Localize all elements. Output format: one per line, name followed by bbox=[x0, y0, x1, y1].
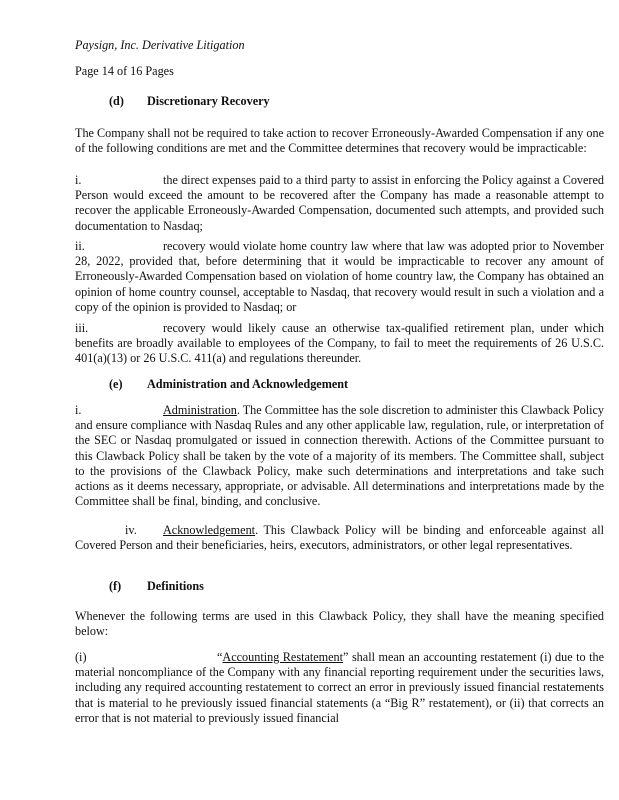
section-d-item-ii-marker: ii. bbox=[75, 239, 85, 253]
section-f-item-i-text: ” shall mean an accounting restatement (i) due to the material noncompliance of the Company with any financial reporting requirement under the securities laws, including any required accounting restatement to correct an error in previously issued financial restatements that is material to he previously issued financial statements (a “Big R” restatement), or (ii) that corrects an error that is not material to previously issued financial bbox=[75, 650, 604, 725]
section-d-item-i-text: the direct expenses paid to a third party to assist in enforcing the Policy against a Covered Person would exceed the amount to be recovered after the Company has made a reasonable attempt to recover the applicable Erroneously-Awarded Compensation, documented such attempts, and provided such documentation to Nasdaq; bbox=[75, 173, 604, 233]
section-d-item-ii-text: recovery would violate home country law where that law was adopted prior to November 28, 2022, provided that, before determining that it would be impracticable to recover any amount of Erroneously-Awarded Compensation based on violation of home country law, the Company has obtained an opinion of home country counsel, acceptable to Nasdaq, that recovery would result in such a violation and a copy of the opinion is provided to Nasdaq; or bbox=[75, 239, 604, 314]
section-f-intro: Whenever the following terms are used in this Clawback Policy, they shall have the meaning specified below: bbox=[75, 609, 604, 639]
page-number: Page 14 of 16 Pages bbox=[75, 64, 174, 78]
section-f-heading bbox=[109, 579, 619, 594]
document-header-title: Paysign, Inc. Derivative Litigation bbox=[75, 38, 245, 52]
section-f-label: (f) bbox=[109, 579, 122, 593]
section-e-item-i-text: . The Committee has the sole discretion to administer this Clawback Policy and ensure compliance with Nasdaq Rules and any other applicable law, regulation, rule, or interpretation of the SEC or Nasdaq promulgated or issued in connection therewith. Actions of the Committee pursuant to this Clawback Policy shall be taken by the vote of a majority of its members. The Committee shall, subject to the provisions of the Clawback Policy, make such determinations and interpretations and take such actions as it deems necessary, appropriate, or advisable. All determinations and interpretations made by the Committee shall be final, binding, and conclusive. bbox=[75, 403, 604, 509]
section-f-item-i bbox=[75, 650, 604, 726]
section-d-item-iii-marker: iii. bbox=[75, 321, 89, 335]
section-e-item-iv bbox=[75, 523, 604, 553]
section-f-item-i-term: Accounting Restatement bbox=[222, 650, 344, 664]
section-d-intro: The Company shall not be required to take action to recover Erroneously-Awarded Compensation if any one of the following conditions are met and the Committee determines that recovery would be impracticable: bbox=[75, 126, 604, 156]
section-f-item-i-marker: (i) bbox=[75, 650, 87, 664]
section-e-item-iv-term: Acknowledgement bbox=[163, 523, 256, 537]
section-e-item-i bbox=[75, 403, 604, 509]
section-e-item-iv-text: . This Clawback Policy will be binding and enforceable against all Covered Person and their beneficiaries, heirs, executors, administrators, or other legal representatives. bbox=[75, 523, 604, 553]
section-d-item-i bbox=[75, 173, 604, 234]
section-e-item-i-term: Administration bbox=[163, 403, 237, 417]
section-d-item-ii bbox=[75, 239, 604, 315]
section-d-label: (d) bbox=[109, 94, 124, 108]
section-e-item-iv-marker: iv. bbox=[125, 523, 137, 537]
section-d-item-iii bbox=[75, 321, 604, 367]
section-e-item-i-marker: i. bbox=[75, 403, 82, 417]
section-d-item-iii-text: recovery would likely cause an otherwise tax-qualified retirement plan, under which benefits are broadly available to employees of the Company, to fail to meet the requirements of 26 U.S.C. 401(a)(13) or 26 U.S.C. 411(a) and regulations thereunder. bbox=[75, 321, 604, 366]
section-f-item-i-open-quote: “ bbox=[217, 650, 223, 664]
section-d-title: Discretionary Recovery bbox=[147, 94, 270, 108]
section-e-title: Administration and Acknowledgement bbox=[147, 377, 349, 391]
section-d-heading bbox=[109, 94, 619, 109]
section-f-title: Definitions bbox=[147, 579, 204, 593]
section-e-label: (e) bbox=[109, 377, 123, 391]
section-e-heading bbox=[109, 377, 619, 392]
section-d-item-i-marker: i. bbox=[75, 173, 82, 187]
